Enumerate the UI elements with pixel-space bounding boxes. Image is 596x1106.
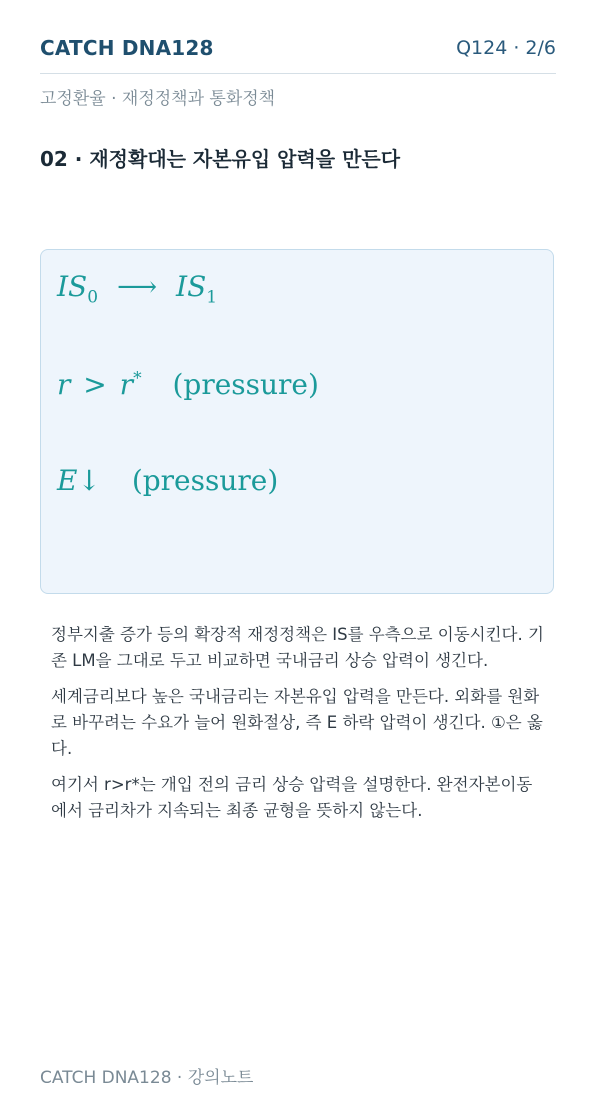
formula-rate-gap bbox=[57, 368, 319, 401]
is-base-to: IS bbox=[176, 270, 207, 303]
rate-lhs: r bbox=[57, 368, 71, 401]
brand-title: CATCH DNA128 bbox=[40, 36, 214, 60]
section-title: 02 · 재정확대는 자본유입 압력을 만든다 bbox=[40, 147, 401, 171]
header bbox=[40, 36, 556, 74]
rate-rhs-star: * bbox=[133, 368, 142, 389]
greater-than-sign: > bbox=[83, 368, 107, 401]
is-sub-to: 1 bbox=[206, 287, 218, 308]
paragraph-3: 여기서 r>r*는 개입 전의 금리 상승 압력을 설명한다. 완전자본이동에서 금리차가 지속되는 최종 균형을 뜻하지 않는다. bbox=[51, 775, 533, 820]
is-sub-from: 0 bbox=[87, 287, 99, 308]
right-arrow-icon: ⟶ bbox=[116, 270, 158, 303]
breadcrumb: 고정환율 · 재정정책과 통화정책 bbox=[40, 89, 276, 109]
exchange-var: E bbox=[57, 464, 78, 497]
formula-is-shift bbox=[57, 270, 217, 308]
is-base-from: IS bbox=[57, 270, 88, 303]
paragraph-1: 정부지출 증가 등의 확장적 재정정책은 IS를 우측으로 이동시킨다. 기존 LM을 그대로 두고 비교하면 국내금리 상승 압력이 생긴다. bbox=[51, 625, 544, 670]
rate-rhs: r bbox=[119, 368, 134, 401]
paragraph-2: 세계금리보다 높은 국내금리는 자본유입 압력을 만든다. 외화를 원화로 바꾸려는 수요가 늘어 원화절상, 즉 E 하락 압력이 생긴다. ①은 옳다. bbox=[51, 687, 543, 758]
page-indicator: Q124 · 2/6 bbox=[456, 37, 556, 59]
down-arrow-icon: ↓ bbox=[77, 464, 101, 497]
pressure-note-2: (pressure) bbox=[131, 464, 279, 497]
pressure-note-1: (pressure) bbox=[172, 368, 319, 401]
formula-exchange-rate bbox=[57, 464, 278, 497]
formula-box bbox=[40, 249, 554, 594]
footer: CATCH DNA128 · 강의노트 bbox=[40, 1068, 254, 1088]
